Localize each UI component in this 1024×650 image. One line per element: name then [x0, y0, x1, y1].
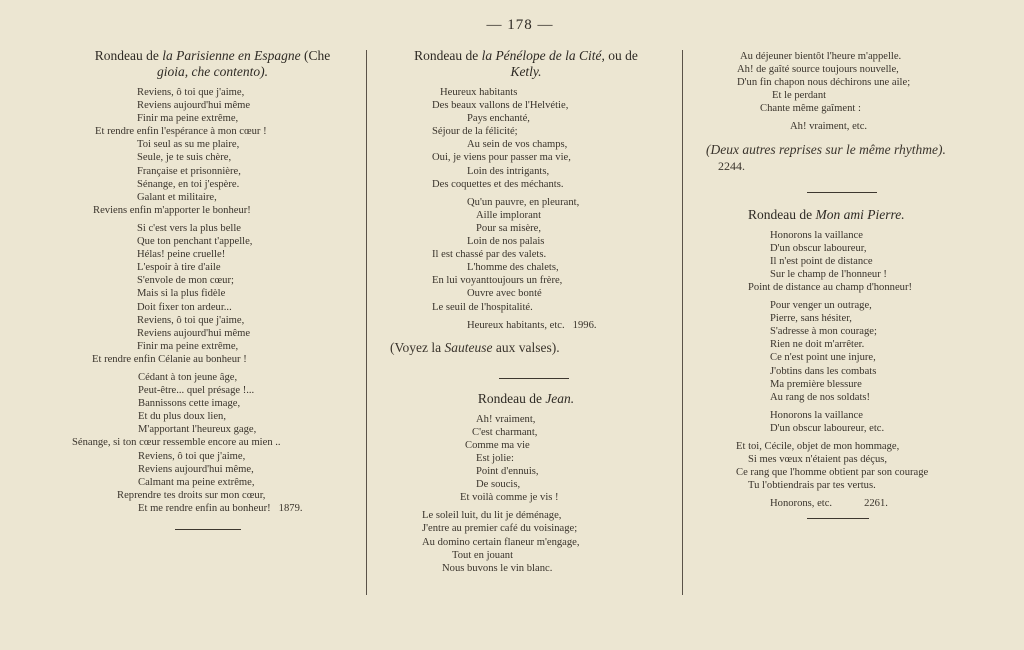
verse-line: Oui, je viens pour passer ma vie, — [432, 152, 571, 164]
title-rest: (Che — [300, 48, 331, 63]
verse-line: Honorons la vaillance — [770, 409, 863, 421]
verse-line: Cédant à ton jeune âge, — [138, 371, 238, 383]
note-italic: Sauteuse — [444, 339, 493, 355]
title-italic: Jean. — [545, 390, 575, 406]
verse-line: Il est chassé par des valets. — [432, 249, 547, 261]
verse-line: Loin de nos palais — [467, 236, 545, 248]
song-number: 2261. — [864, 498, 888, 510]
verse-line: Pour venger un outrage, — [770, 300, 872, 312]
title-prefix: Rondeau de — [748, 206, 816, 222]
verse-line: D'un fin chapon nous déchirons une aile; — [737, 77, 911, 89]
verse-line: Reprendre tes droits sur mon cœur, — [117, 489, 266, 501]
verse-line: Et rendre enfin Célanie au bonheur ! — [92, 353, 247, 365]
verse-line: Qu'un pauvre, en pleurant, — [467, 196, 580, 208]
verse-line: Si c'est vers la plus belle — [137, 222, 241, 234]
verse-line: Ouvre avec bonté — [467, 288, 542, 300]
verse-line: Reviens enfin m'apporter le bonheur! — [93, 204, 251, 216]
verse-line: Le seuil de l'hospitalité. — [432, 301, 533, 313]
verse-line: Sénange, si ton cœur ressemble encore au mien .. — [72, 437, 281, 449]
verse-line: Et voilà comme je vis ! — [460, 492, 559, 504]
rondeau-parisienne-title — [60, 48, 365, 80]
title-prefix: Rondeau de — [477, 390, 546, 406]
title-rest: , ou de — [601, 48, 638, 63]
verse-line: Pierre, sans hésiter, — [770, 313, 852, 325]
stanza-4 — [372, 509, 680, 574]
verse-line: Finir ma peine extrême, — [137, 113, 239, 125]
verse-line: En lui voyanttoujours un frère, — [432, 275, 563, 287]
reprises-note — [706, 142, 1010, 174]
voyez-note — [390, 340, 680, 356]
verse-line: Toi seul as su me plaire, — [137, 139, 240, 151]
refrain-2 — [690, 497, 1010, 510]
verse-line: Reviens aujourd'hui même — [137, 100, 251, 112]
verse-line: M'apportant l'heureux gage, — [138, 424, 257, 436]
separator-rule — [807, 518, 869, 519]
refrain-text: Honorons, etc. — [770, 498, 833, 510]
verse-line: Reviens aujourd'hui même — [137, 327, 251, 339]
title-line2: gioia, che contento). — [157, 64, 268, 79]
verse-line: Mais si la plus fidèle — [137, 288, 226, 300]
verse-line: Au domino certain flaneur m'engage, — [422, 536, 580, 548]
rondeau-penelope-title — [372, 48, 680, 80]
column-3 — [690, 50, 1010, 519]
stanza-3 — [690, 299, 1010, 404]
verse-line: Nous buvons le vin blanc. — [442, 562, 553, 574]
verse-line: Honorons la vaillance — [770, 229, 863, 241]
verse-line-last — [72, 502, 365, 515]
column-divider-right — [682, 50, 683, 595]
verse-line: Reviens, ô toi que j'aime, — [137, 87, 245, 98]
page-number: — 178 — — [486, 17, 554, 33]
verse-line: Doit fixer ton ardeur... — [137, 301, 232, 313]
verse-line: Ah! vraiment, — [476, 413, 536, 425]
verse-line: Heureux habitants — [440, 87, 518, 98]
verse-line: Galant et militaire, — [137, 191, 217, 203]
verse-line: Tu l'obtiendrais par tes vertus. — [748, 480, 876, 492]
verse-line: C'est charmant, — [472, 426, 538, 438]
column-1 — [60, 48, 365, 530]
verse-line: Ce rang que l'homme obtient par son courage — [736, 467, 929, 479]
stanza-1 — [690, 50, 1010, 115]
verse-line: Calmant ma peine extrême, — [138, 476, 255, 488]
verse-line: Séjour de la félicité; — [432, 126, 518, 138]
verse-line: Si mes vœux n'étaient pas déçus, — [748, 454, 888, 466]
verse-line: Au rang de nos soldats! — [770, 391, 871, 403]
stanza-4 — [690, 409, 1010, 435]
verse-line: De soucis, — [476, 479, 521, 491]
verse-line: Et du plus doux lien, — [138, 411, 226, 423]
title-italic: la Pénélope de la Cité — [481, 48, 602, 63]
verse-line: Française et prisonnière, — [137, 165, 241, 177]
verse-line: D'un obscur laboureur, — [770, 242, 867, 254]
verse-line-last — [690, 497, 1010, 510]
verse-line: Que ton penchant t'appelle, — [137, 236, 253, 248]
verse-line: Point de distance au champ d'honneur! — [748, 281, 913, 293]
verse-line: Hélas! peine cruelle! — [137, 249, 226, 261]
verse-line: Point d'ennuis, — [476, 466, 539, 478]
stanza-2 — [372, 196, 680, 314]
verse-line: Reviens aujourd'hui même, — [138, 463, 254, 475]
verse-line: Au sein de vos champs, — [467, 139, 568, 151]
verse-line: Et toi, Cécile, objet de mon hommage, — [736, 440, 900, 452]
refrain — [372, 319, 680, 332]
verse-line: Tout en jouant — [452, 549, 514, 561]
verse-line: Au déjeuner bientôt l'heure m'appelle. — [740, 51, 902, 62]
verse-line: L'espoir à tire d'aile — [137, 262, 221, 274]
verse-line: Seule, je te suis chère, — [137, 152, 232, 164]
verse-line: Bannissons cette image, — [138, 398, 241, 410]
verse-line: Reviens, ô toi que j'aime, — [138, 450, 246, 462]
verse-line: D'un obscur laboureur, etc. — [770, 422, 885, 434]
column-divider-left — [366, 50, 367, 595]
rondeau-jean-title — [372, 391, 680, 407]
verse-line: Peut-être... quel présage !... — [138, 385, 255, 397]
verse-line: Il n'est point de distance — [770, 255, 873, 267]
title-italic: Mon ami Pierre. — [815, 206, 905, 222]
song-number: 1879. — [278, 502, 303, 514]
stanza-5 — [690, 440, 1010, 492]
title-prefix: Rondeau de — [94, 48, 163, 63]
verse-line: J'obtins dans les combats — [770, 365, 877, 377]
note-italic: (Deux autres reprises sur le même rhythme). — [706, 141, 946, 157]
verse-line: Sénange, en toi j'espère. — [137, 178, 240, 190]
title-prefix: Rondeau de — [414, 48, 482, 63]
rondeau-pierre-title — [690, 207, 1010, 223]
verse-line: S'adresse à mon courage; — [770, 326, 877, 338]
verse-line: L'homme des chalets, — [467, 262, 559, 274]
verse-line: S'envole de mon cœur; — [137, 275, 234, 287]
verse-line: Sur le champ de l'honneur ! — [770, 268, 887, 280]
column-2 — [372, 48, 680, 575]
refrain-1 — [690, 120, 1010, 133]
note-prefix: (Voyez la — [390, 339, 445, 355]
verse-line: Des coquettes et des méchants. — [432, 178, 564, 190]
title-italic: la Parisienne en Espagne — [162, 48, 301, 63]
stanza-1 — [75, 86, 365, 217]
stanza-2 — [690, 229, 1010, 294]
verse-line: Chante même gaîment : — [760, 103, 861, 115]
stanza-1 — [372, 86, 680, 191]
verse-line: Est jolie: — [476, 452, 514, 464]
last-line-text: Et me rendre enfin au bonheur! — [138, 502, 271, 514]
song-number: 1996. — [572, 319, 597, 331]
verse-line: Ah! vraiment, etc. — [790, 121, 868, 133]
verse-line: Ce n'est point une injure, — [770, 352, 876, 364]
verse-line: Comme ma vie — [465, 439, 530, 451]
stanza-2 — [75, 222, 365, 366]
verse-line: Reviens, ô toi que j'aime, — [137, 314, 245, 326]
separator-rule — [175, 529, 241, 530]
note-rest: aux valses). — [492, 339, 560, 355]
stanza-3 — [372, 413, 680, 505]
verse-line: Ma première blessure — [770, 378, 862, 390]
verse-line: Rien ne doit m'arrêter. — [770, 339, 865, 351]
verse-line: Et le perdant — [772, 90, 827, 102]
verse-line-last — [372, 319, 680, 332]
verse-line: Aille implorant — [476, 209, 542, 221]
verse-line: Des beaux vallons de l'Helvétie, — [432, 100, 569, 112]
verse-line: Pour sa misère, — [476, 222, 542, 234]
refrain-text: Heureux habitants, etc. — [467, 319, 565, 331]
verse-line: Et rendre enfin l'espérance à mon cœur ! — [95, 126, 267, 138]
stanza-3 — [72, 371, 365, 515]
verse-line: Le soleil luit, du lit je déménage, — [422, 510, 562, 522]
verse-line: Loin des intrigants, — [467, 165, 550, 177]
title-line2: Ketly. — [510, 64, 542, 79]
verse-line: Ah! de gaîté source toujours nouvelle, — [737, 64, 899, 76]
verse-line: J'entre au premier café du voisinage; — [422, 523, 578, 535]
note-number: 2244. — [718, 158, 745, 173]
verse-line: Pays enchanté, — [467, 113, 530, 125]
verse-line: Finir ma peine extrême, — [137, 340, 239, 352]
